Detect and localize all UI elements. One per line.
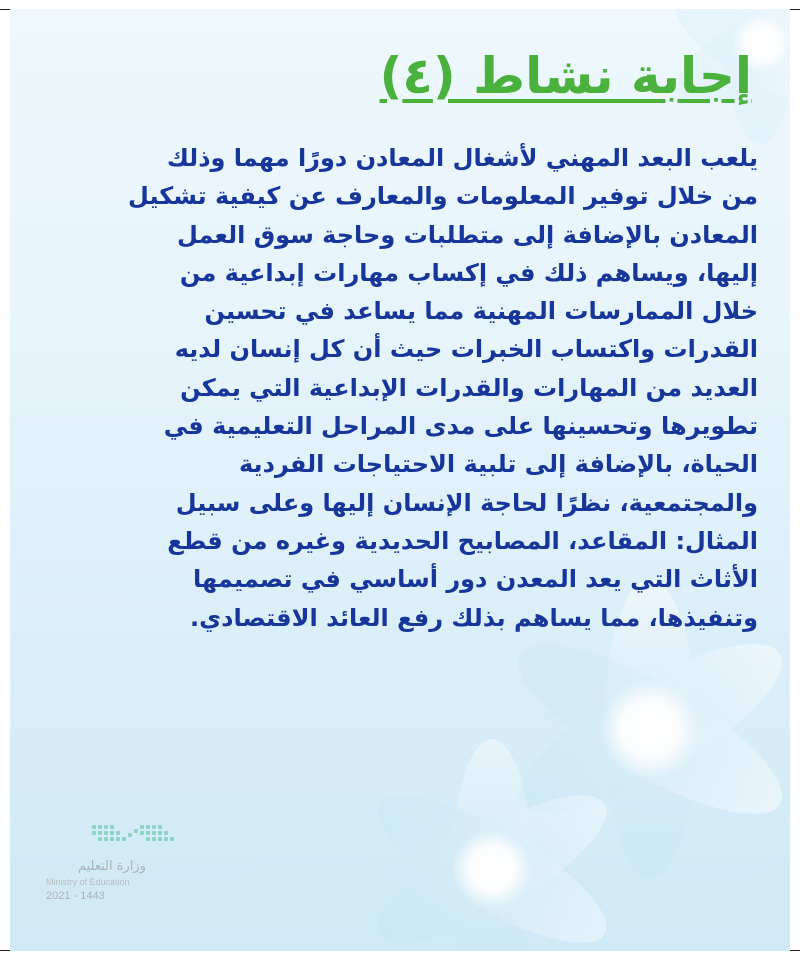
ministry-name-english: Ministry of Education (46, 877, 130, 887)
answer-paragraph: يلعب البعد المهني لأشغال المعادن دورًا مهما وذلك من خلال توفير المعلومات والمعارف عن كيفية تشكيل المعادن بالإضافة إلى متطلبات وحاجة سوق العمل إليها، ويساهم ذلك في إكساب مهارات إبداعية من خلال الممارسات المهنية مما يساعد في تحسين القدرات واكتساب الخبرات حيث أن كل إنسان لديه العديد من المهارات والقدرات الإبداعية التي يمكن تطويرها وتحسينها على مدى المراحل التعليمية في الحياة، بالإضافة إلى تلبية الاحتياجات الفردية والمجتمعية، نظرًا لحاجة الإنسان إليها وعلى سبيل المثال: المقاعد، المصابيح الحديدية وغيره من قطع الأثاث التي يعد المعدن دور أساسي في تصميمها وتنفيذها، مما يساهم بذلك رفع العائد الاقتصادي. (128, 144, 758, 632)
crop-mark-top-right (790, 9, 800, 10)
ministry-logo (46, 819, 186, 909)
ministry-name-arabic: وزارة التعليم (77, 859, 146, 874)
ministry-logo-mark-icon (88, 819, 188, 853)
crop-mark-bottom-left (0, 950, 10, 951)
crop-mark-top-left (0, 9, 10, 10)
activity-title: إجابة نشاط (٤) (379, 47, 752, 105)
crop-mark-bottom-right (790, 950, 800, 951)
activity-card (10, 9, 790, 951)
ministry-year: 2021 - 1443 (46, 890, 105, 902)
